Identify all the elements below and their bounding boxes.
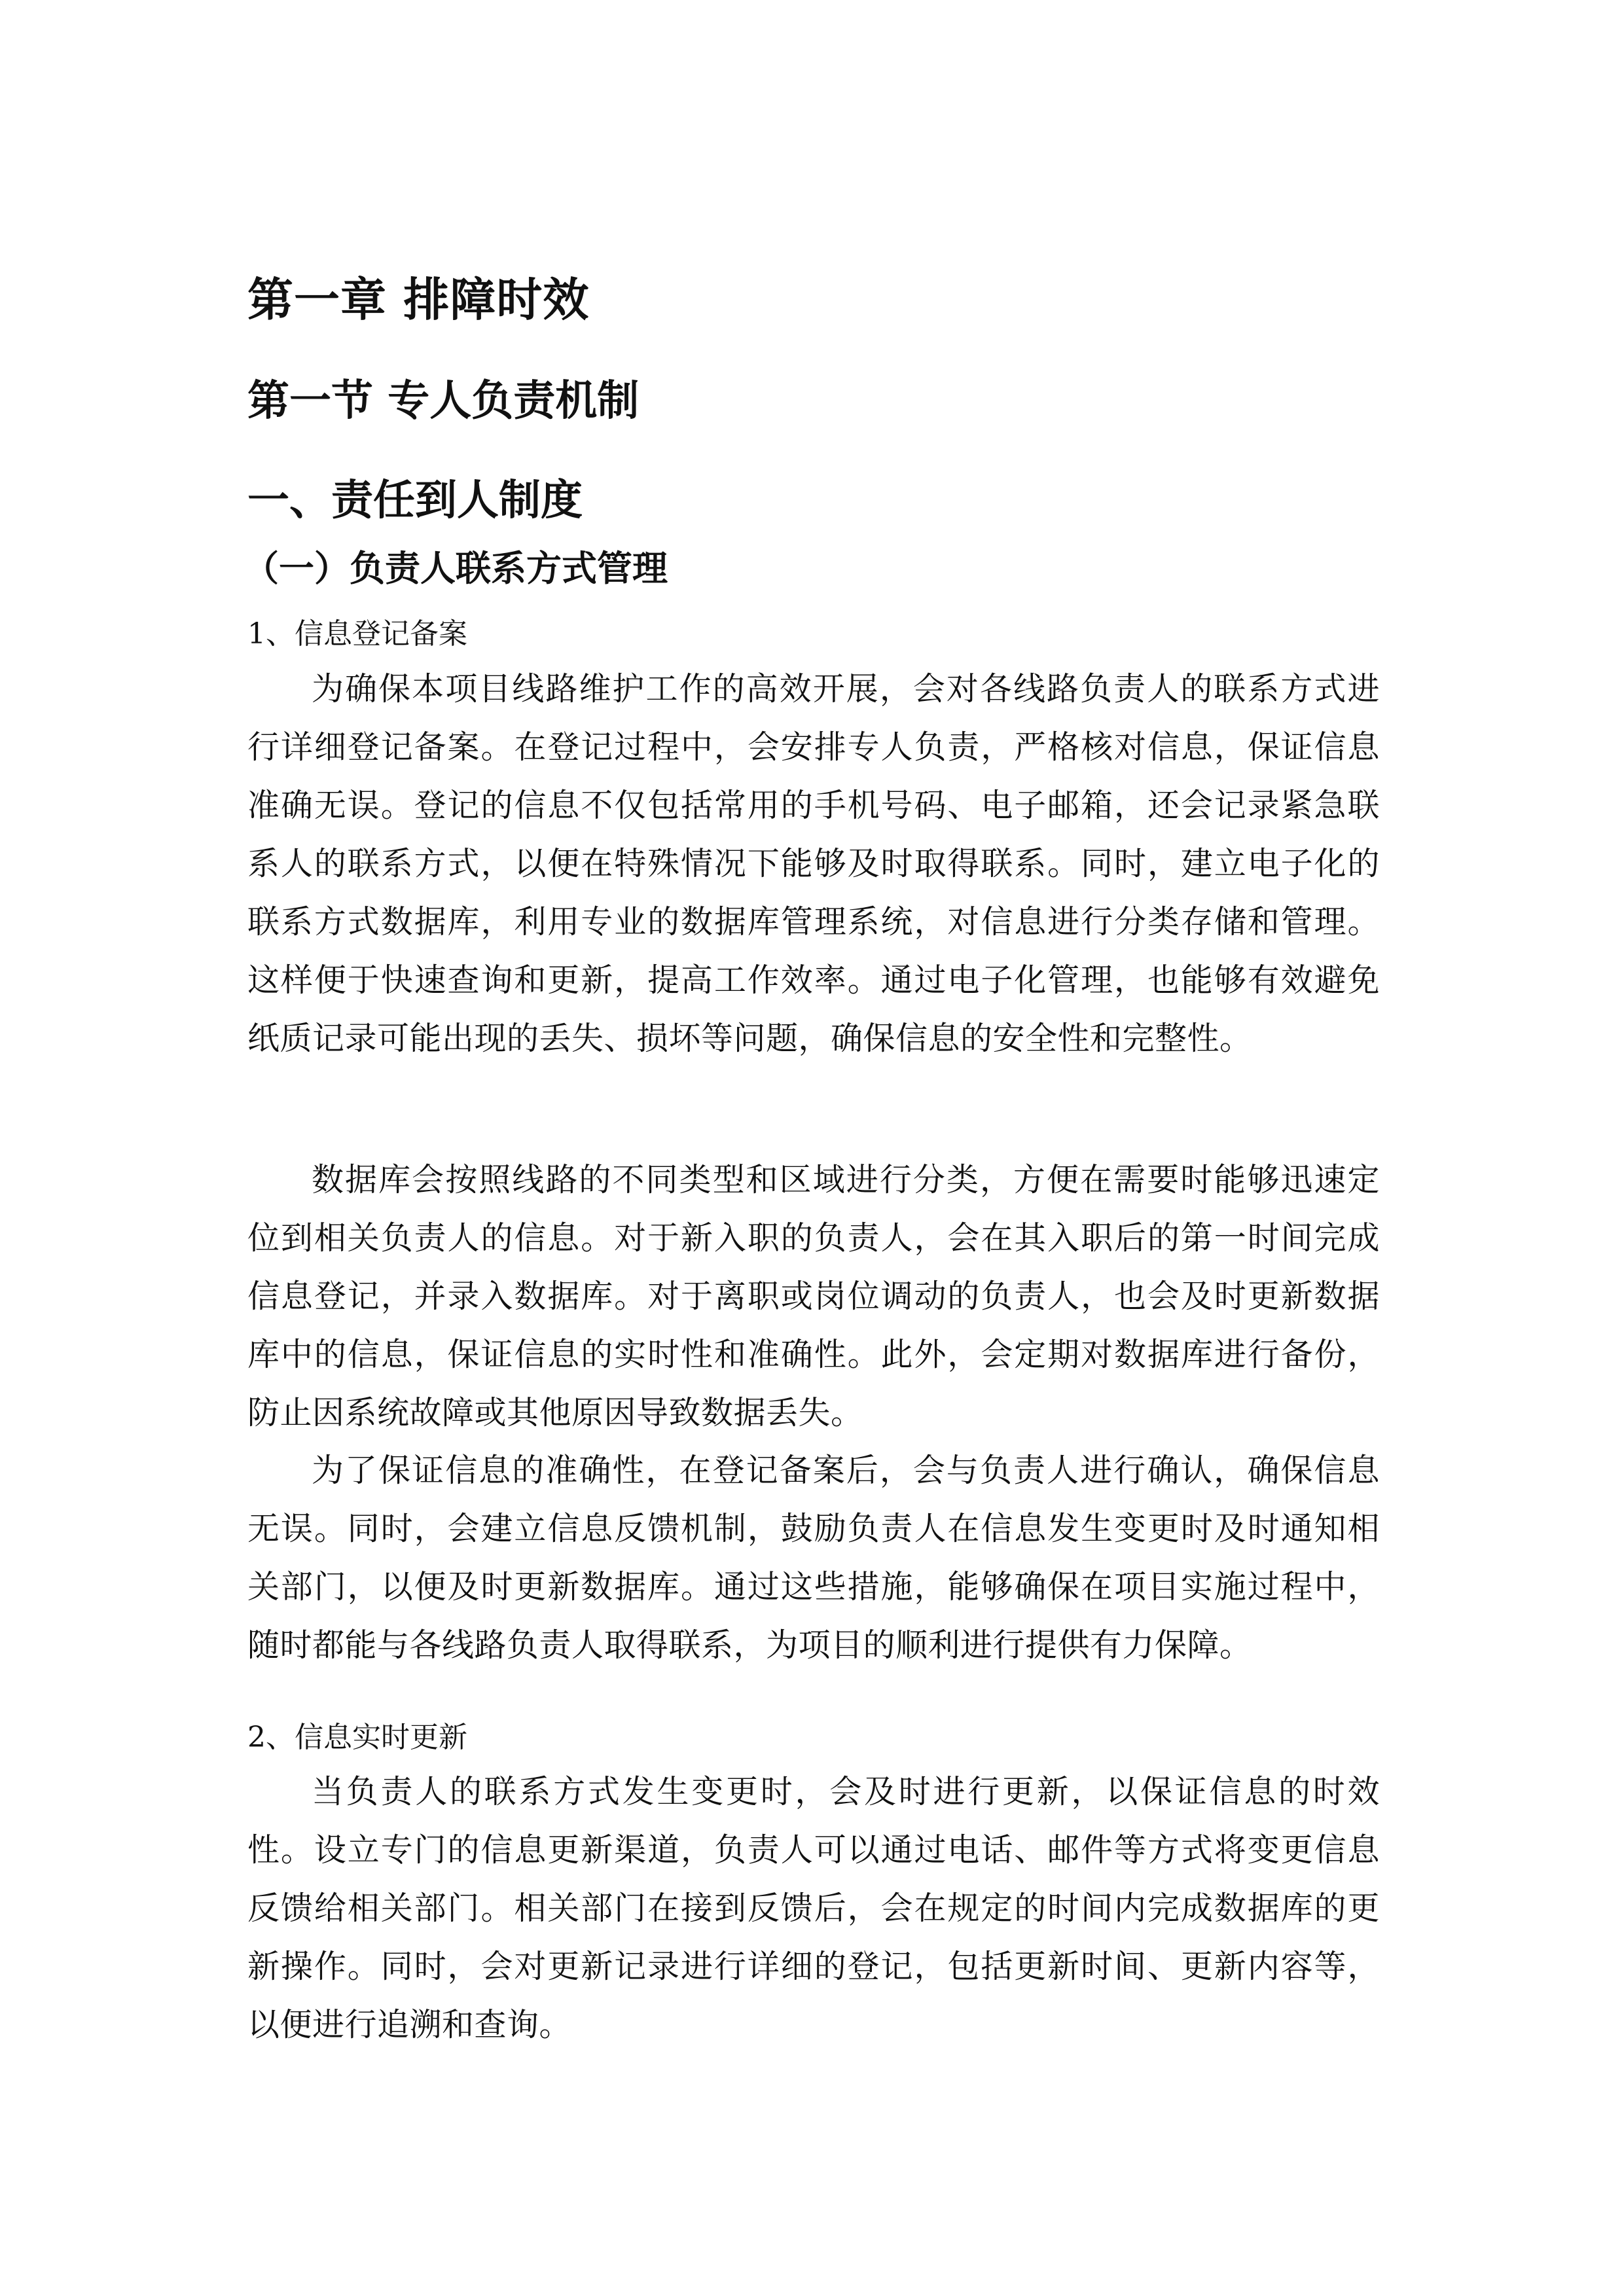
paragraph-1: 为确保本项目线路维护工作的高效开展，会对各线路负责人的联系方式进行详细登记备案。在登记过程中，会安排专人负责，严格核对信息，保证信息准确无误。登记的信息不仅包括常用的手机号码、电子邮箱，还会记录紧急联系人的联系方式，以便在特殊情况下能够及时取得联系。同时，建立电子化的联系方式数据库，利用专业的数据库管理系统，对信息进行分类存储和管理。这样便于快速查询和更新，提高工作效率。通过电子化管理，也能够有效避免纸质记录可能出现的丢失、损坏等问题，确保信息的安全性和完整性。 [247, 670, 1380, 1057]
chapter-title: 第一章 排障时效 [247, 273, 590, 327]
paragraph-4: 当负责人的联系方式发生变更时，会及时进行更新，以保证信息的时效性。设立专门的信息更新渠道，负责人可以通过电话、邮件等方式将变更信息反馈给相关部门。相关部门在接到反馈后，会在规定的时间内完成数据库的更新操作。同时，会对更新记录进行详细的登记，包括更新时间、更新内容等，以便进行追溯和查询。 [247, 1773, 1380, 2043]
item-2-title: 2、信息实时更新 [247, 1721, 467, 1754]
item-1-title: 1、信息登记备案 [247, 617, 467, 651]
section-title: 第一节 专人负责机制 [247, 377, 640, 425]
paragraph-3: 为了保证信息的准确性，在登记备案后，会与负责人进行确认，确保信息无误。同时，会建立信息反馈机制，鼓励负责人在信息发生变更时及时通知相关部门，以便及时更新数据库。通过这些措施，能够确保在项目实施过程中，随时都能与各线路负责人取得联系，为项目的顺利进行提供有力保障。 [247, 1452, 1380, 1664]
subsection-title: 一、责任到人制度 [247, 476, 583, 525]
subsubsection-title: （一）负责人联系方式管理 [244, 547, 668, 589]
paragraph-2: 数据库会按照线路的不同类型和区域进行分类，方便在需要时能够迅速定位到相关负责人的信息。对于新入职的负责人，会在其入职后的第一时间完成信息登记，并录入数据库。对于离职或岗位调动的负责人，也会及时更新数据库中的信息，保证信息的实时性和准确性。此外，会定期对数据库进行备份，防止因系统故障或其他原因导致数据丢失。 [247, 1161, 1380, 1431]
